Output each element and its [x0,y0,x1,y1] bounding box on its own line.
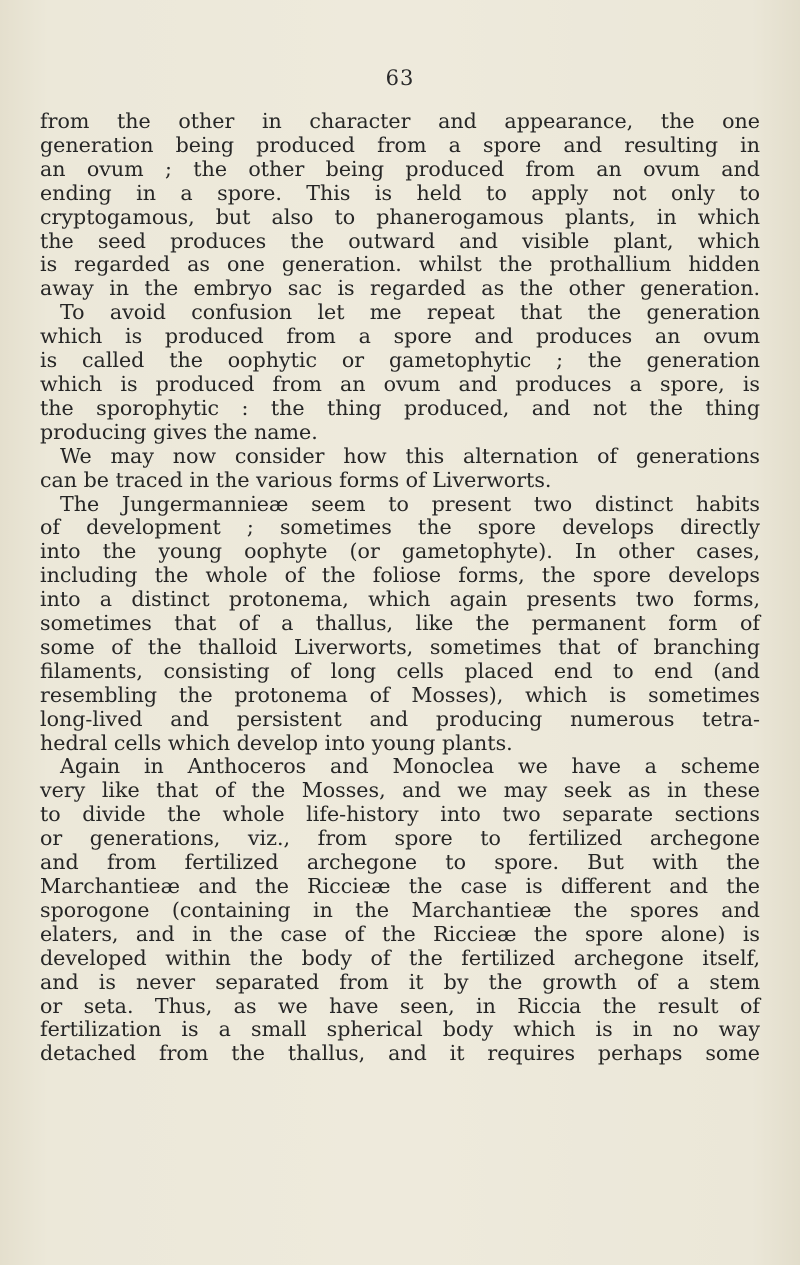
text-line: generation being produced from a spore and resulting in [40,132,760,157]
text-line: ending in a spore. This is held to apply not only to [40,180,760,205]
text-line: or generations, viz., from spore to fertilized archegone [40,826,760,851]
text-line: of development ; sometimes the spore develops directly [40,515,760,540]
text-line: to divide the whole life-history into two separate sections [40,802,760,827]
page-number: 63 [385,66,415,90]
text-line: sometimes that of a thallus, like the permanent form of [40,611,760,636]
text-line: producing gives the name. [40,419,318,444]
text-line: from the other in character and appearance, the one [40,109,760,133]
text-line: very like that of the Mosses, and we may seek as in these [40,778,760,803]
text-line: cryptogamous, but also to phanerogamous plants, in which [40,204,760,229]
text-line: To avoid confusion let me repeat that the generation [60,300,760,325]
text-line: can be traced in the various forms of Liverworts. [40,467,552,492]
body-text [40,110,760,1066]
text-line: into the young oophyte (or gametophyte). In other cases, [40,539,760,564]
text-line: detached from the thallus, and it requires perhaps some [40,1041,760,1066]
text-line: and from fertilized archegone to spore. But with the [40,850,760,875]
text-line: Again in Anthoceros and Monoclea we have a scheme [60,754,760,779]
text-line: away in the embryo sac is regarded as the other generation. [40,276,760,301]
text-line: is regarded as one generation. whilst the prothallium hidden [40,252,760,277]
text-line: We may now consider how this alternation of generations [60,443,760,468]
text-line: filaments, consisting of long cells placed end to end (and [40,658,760,683]
text-line: sporogone (containing in the Marchantieæ the spores and [40,897,760,922]
text-line: elaters, and in the case of the Riccieæ the spore alone) is [40,921,760,946]
text-line: an ovum ; the other being produced from an ovum and [40,156,760,181]
text-line: Marchantieæ and the Riccieæ the case is different and the [40,874,760,898]
text-line: the seed produces the outward and visible plant, which [40,228,760,253]
text-line: which is produced from a spore and produces an ovum [40,324,760,349]
text-line: some of the thalloid Liverworts, sometimes that of branching [40,634,760,659]
text-line: including the whole of the foliose forms, the spore develops [40,563,760,588]
text-line: the sporophytic : the thing produced, and not the thing [40,395,760,420]
text-line: fertilization is a small spherical body which is in no way [40,1017,760,1042]
text-line: hedral cells which develop into young plants. [40,730,513,755]
text-line: or seta. Thus, as we have seen, in Riccia the result of [40,993,760,1018]
text-line: which is produced from an ovum and produces a spore, is [40,371,760,396]
text-line: into a distinct protonema, which again presents two forms, [40,587,760,612]
text-line: is called the oophytic or gametophytic ; the generation [40,348,760,373]
text-line: long-lived and persistent and producing numerous tetra- [40,706,760,731]
text-line: resembling the protonema of Mosses), which is sometimes [40,682,760,707]
text-line: The Jungermannieæ seem to present two distinct habits [60,491,760,516]
text-line: developed within the body of the fertilized archegone itself, [40,945,760,970]
text-line: and is never separated from it by the growth of a stem [40,969,760,994]
